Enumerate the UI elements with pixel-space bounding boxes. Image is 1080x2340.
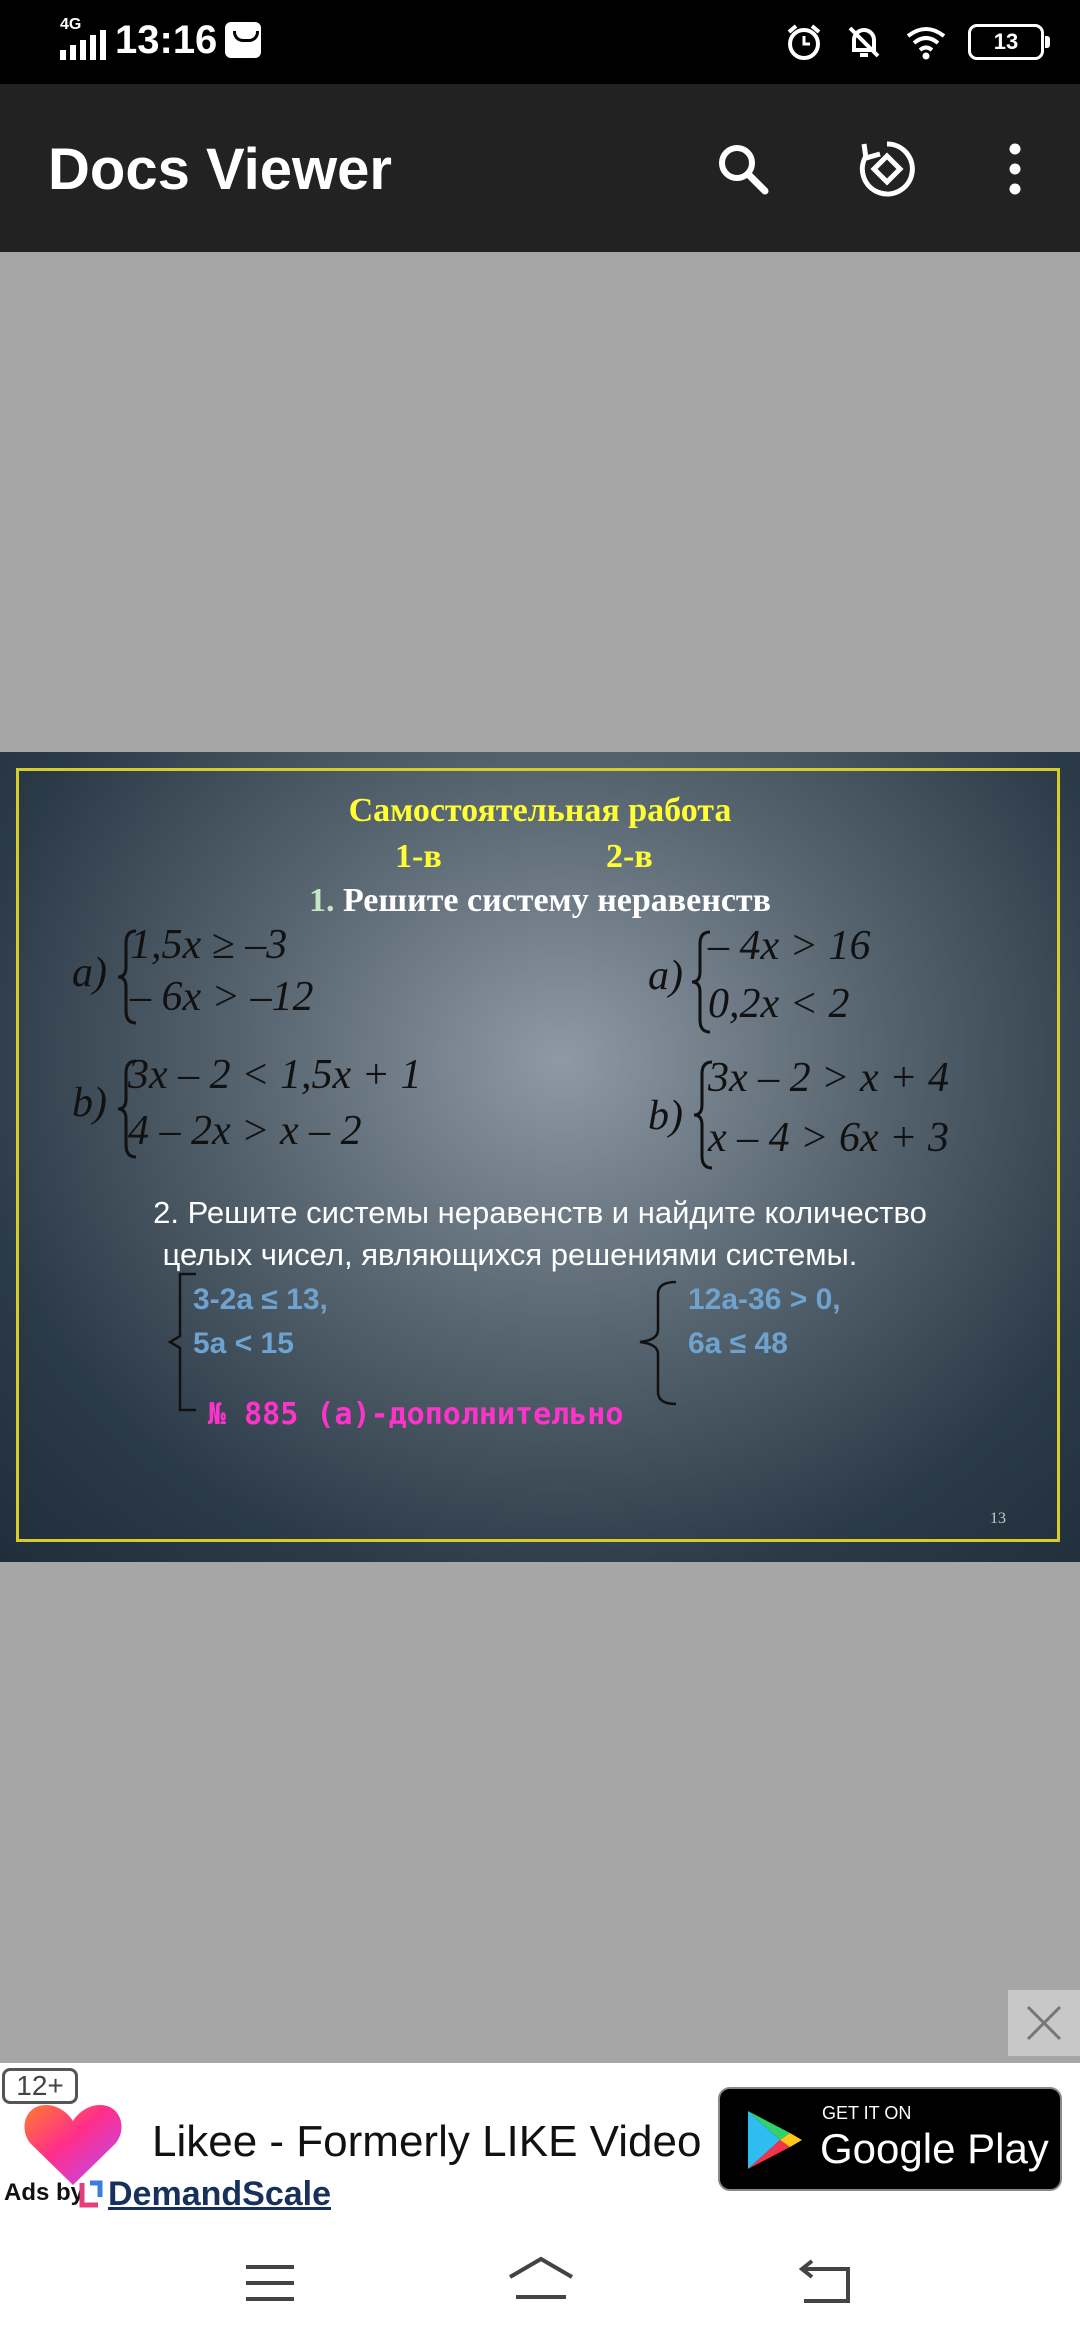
age-rating-badge: 12+	[2, 2068, 78, 2104]
system-line: x – 4 > 6x + 3	[708, 1115, 949, 1161]
system-label: a)	[72, 950, 107, 996]
search-icon	[713, 139, 773, 199]
variant-2-label: 2-в	[606, 838, 653, 875]
system-label: b)	[72, 1080, 107, 1126]
demandscale-logo-icon	[78, 2179, 104, 2209]
slide-title: Самостоятельная работа	[348, 792, 732, 829]
mute-bell-icon	[844, 22, 884, 62]
task-1-heading	[0, 882, 1080, 920]
inequalities-variant-1	[193, 1278, 328, 1366]
google-play-icon	[740, 2107, 806, 2173]
signal-icon	[58, 18, 108, 64]
inequality-line: 12a-36 > 0,	[688, 1283, 841, 1316]
app-title: Docs Viewer	[48, 137, 392, 202]
close-icon	[1024, 2003, 1064, 2043]
inequality-line: 3-2a ≤ 13,	[193, 1283, 328, 1316]
system-line: – 4x > 16	[708, 923, 871, 969]
variant-1-label: 1-в	[395, 838, 442, 875]
task-2-text	[0, 1192, 1080, 1276]
store-name: Google Play	[820, 2125, 1049, 2172]
system-line: 1,5x ≥ –3	[130, 922, 288, 968]
back-button[interactable]	[790, 2253, 860, 2313]
ad-banner[interactable]	[0, 2063, 1080, 2223]
page-number: 13	[990, 1510, 1006, 1527]
system-label: a)	[648, 953, 683, 999]
task-2-line-1: 2. Решите системы неравенств и найдите количество	[153, 1195, 927, 1230]
task-1-text: Решите систему неравенств	[334, 882, 771, 919]
home-button[interactable]	[504, 2253, 574, 2313]
system-line: 4 – 2x > x – 2	[128, 1108, 362, 1154]
system-label: b)	[648, 1093, 683, 1139]
document-page[interactable]	[0, 752, 1080, 1562]
system-line: 3x – 2 > x + 4	[708, 1055, 949, 1101]
ad-provider-link[interactable]: DemandScale	[108, 2175, 331, 2213]
navigation-bar	[0, 2223, 1080, 2340]
menu-icon	[236, 2253, 306, 2313]
system-2a	[646, 923, 986, 1044]
bracket-right	[638, 1280, 678, 1406]
home-icon	[504, 2253, 578, 2313]
rotate-icon	[854, 136, 920, 202]
system-2b	[646, 1055, 1026, 1180]
status-bar	[0, 0, 1080, 84]
wifi-icon	[904, 22, 948, 62]
clock: 13:16	[115, 18, 218, 62]
task-2-line-2: целых чисел, являющихся решениями системы.	[162, 1237, 858, 1272]
system-line: – 6x > –12	[130, 974, 314, 1020]
inequality-line: 5a < 15	[193, 1327, 294, 1360]
system-line: 0,2x < 2	[708, 981, 850, 1027]
alarm-icon	[784, 22, 824, 62]
extra-task: № 885 (а)-дополнительно	[208, 1397, 624, 1432]
rotate-button[interactable]	[852, 134, 922, 204]
more-vert-icon	[1000, 139, 1030, 199]
system-1a	[70, 922, 410, 1037]
app-bar	[0, 84, 1080, 252]
google-play-button[interactable]	[718, 2087, 1062, 2191]
more-options-button[interactable]	[980, 134, 1050, 204]
inequalities-variant-2	[688, 1278, 841, 1366]
ads-by-label: Ads by	[4, 2179, 85, 2206]
battery-indicator: 13	[968, 24, 1044, 60]
notification-icon	[225, 22, 261, 58]
recent-apps-button[interactable]	[236, 2253, 306, 2313]
system-line: 3x – 2 < 1,5x + 1	[128, 1052, 422, 1098]
ad-close-button[interactable]	[1008, 1990, 1080, 2056]
network-type: 4G	[60, 16, 82, 33]
ad-title: Likee - Formerly LIKE Video	[152, 2117, 702, 2166]
system-1b	[70, 1052, 450, 1167]
store-caption: GET IT ON	[822, 2103, 912, 2123]
task-1-number: 1.	[308, 882, 335, 919]
search-button[interactable]	[708, 134, 778, 204]
inequality-line: 6a ≤ 48	[688, 1327, 788, 1360]
back-icon	[790, 2253, 860, 2313]
